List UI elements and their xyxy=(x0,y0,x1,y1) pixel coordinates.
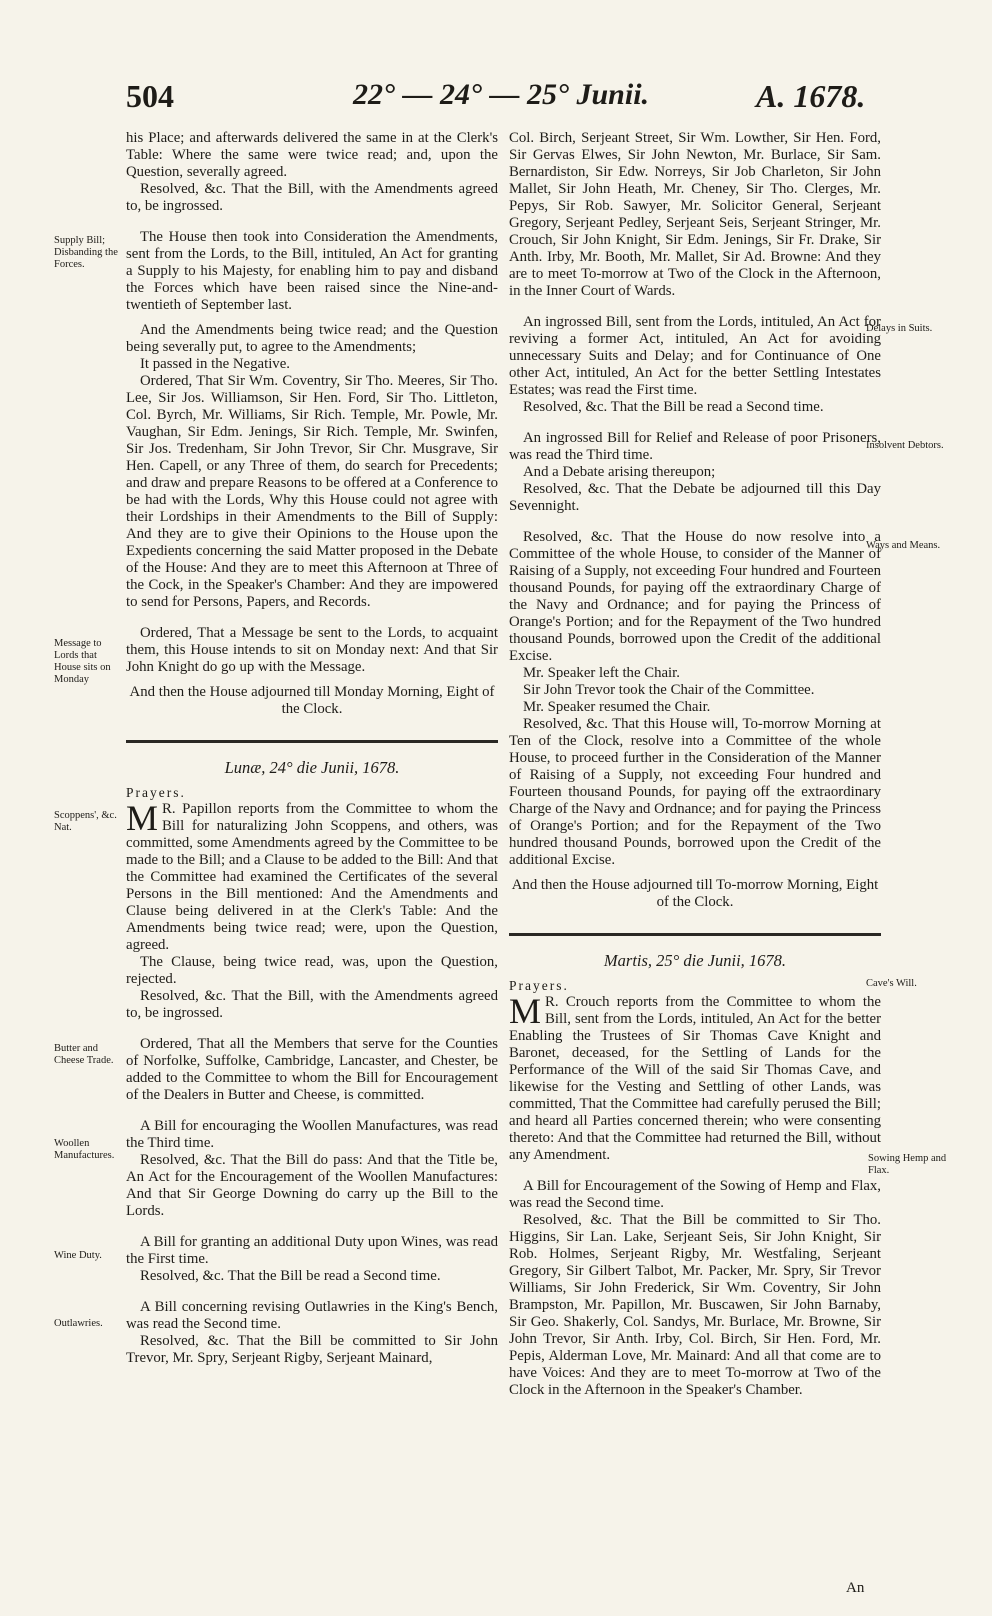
paragraph: Ordered, That a Message be sent to the Lords, to acquaint them, this House intends to sit on Monday next: And that Sir John Knight do go up with the Message. xyxy=(126,625,498,675)
left-column xyxy=(126,130,498,1367)
margin-note-hemp-flax: Sowing Hemp and Flax. xyxy=(868,1153,947,1176)
page-number: 504 xyxy=(126,78,174,114)
section-rule xyxy=(509,933,881,936)
margin-note-caves-will: Cave's Will. xyxy=(866,978,917,989)
right-column xyxy=(509,130,881,1399)
adjournment: And then the House adjourned till To-morrow Morning, Eight of the Clock. xyxy=(511,877,879,910)
paragraph: An ingrossed Bill for Relief and Release of poor Prisoners, was read the Third time. xyxy=(509,430,881,463)
prayers-heading: Prayers. xyxy=(509,978,569,993)
paragraph: A Bill concerning revising Outlawries in the King's Bench, was read the Second time. xyxy=(126,1299,498,1332)
paragraph: A Bill for Encouragement of the Sowing of Hemp and Flax, was read the Second time. xyxy=(509,1178,881,1211)
paragraph: The Clause, being twice read, was, upon the Question, rejected. xyxy=(126,954,498,987)
paragraph: Mr. Speaker left the Chair. xyxy=(523,665,680,681)
running-head-dates: 22° — 24° — 25° Junii. xyxy=(353,78,650,111)
paragraph: An ingrossed Bill, sent from the Lords, intituled, An Act for reviving a former Act, intituled, An Act for avoiding unnecessary Suits and Delay; and for Continuance of One other Act, intituled, An Act for the better Settling Intestates Estates; was read the First time. xyxy=(509,314,881,398)
paragraph: A Bill for encouraging the Woollen Manufactures, was read the Third time. xyxy=(126,1118,498,1151)
paragraph: Mr. Speaker resumed the Chair. xyxy=(523,699,711,715)
paragraph: R. Papillon reports from the Committee to whom the Bill for naturalizing John Scoppens, and others, was committed, some Amendments agreed by the Committee to be made to the Bill; and a Clause to be added to the Bill: And that the Committee had examined the Certificates of the several Persons in the Bill mentioned: And the Amendments and Clause being delivered in at the Clerk's Table: And the Amendments being twice read; were, upon the Question, agreed. xyxy=(126,801,498,953)
paragraph: Resolved, &c. That the Bill, with the Amendments agreed to, be ingrossed. xyxy=(126,988,498,1021)
paragraph: A Bill for granting an additional Duty upon Wines, was read the First time. xyxy=(126,1234,498,1267)
day-heading: Lunæ, 24° die Junii, 1678. xyxy=(224,758,400,777)
paragraph: Resolved, &c. That the Bill do pass: And that the Title be, An Act for the Encouragement of the Woollen Manufactures: And that Sir George Downing do carry up the Bill to the Lords. xyxy=(126,1152,498,1219)
day-heading: Martis, 25° die Junii, 1678. xyxy=(603,951,787,970)
paragraph: And a Debate arising thereupon; xyxy=(523,464,716,480)
adjournment: And then the House adjourned till Monday Morning, Eight of the Clock. xyxy=(129,684,495,717)
paragraph: Resolved, &c. That the Bill be committed to Sir Tho. Higgins, Sir Lan. Lake, Serjeant Seis, Sir John Knight, Sir Rob. Holmes, Serjeant Rigby, Mr. Westfaling, Serjeant Gregory, Sir Gilbert Talbot, Mr. Packer, Mr. Spry, Sir Trevor Williams, Sir John Frederick, Sir Wm. Coventry, Sir John Brampston, Mr. Papillon, Mr. Buscawen, Sir John Barnaby, Sir Geo. Shakerly, Col. Sandys, Mr. Burlace, Mr. Browne, Sir John Trevor, Sir Anth. Irby, Col. Birch, Sir Hen. Ford, Mr. Pepis, Alderman Love, Mr. Mainard: And all that come are to have Voices: And they are to meet To-morrow at Two of the Clock in the Afternoon in the Speaker's Chamber. xyxy=(509,1212,881,1398)
paragraph: Resolved, &c. That the Bill be read a Second time. xyxy=(523,399,824,415)
margin-note-wine-duty: Wine Duty. xyxy=(54,1250,102,1261)
margin-note-insolvent: Insolvent Debtors. xyxy=(866,440,944,451)
paragraph: R. Crouch reports from the Committee to whom the Bill, sent from the Lords, intituled, An Act for the better Enabling the Trustees of Sir Thomas Cave Knight and Baronet, deceased, for the Settling of Lands for the Performance of the Will of the said Sir Thomas Cave, and likewise for the Vesting and Settling of other Lands, was committed, That the Committee had carefully perused the Bill; and heard all Parties concerned therein; who were consenting thereto: And that the Committee had returned the Bill, without any Amendment. xyxy=(509,994,881,1163)
margin-note-butter-cheese: Butter and Cheese Trade. xyxy=(54,1043,114,1066)
drop-cap: M xyxy=(126,798,159,838)
running-head-year: A. 1678. xyxy=(756,78,866,114)
paragraph: Resolved, &c. That the House do now resolve into a Committee of the whole House, to consider of the Manner of Raising of a Supply, not exceeding Four hundred and Fourteen thousand Pounds, for paying off the extraordinary Charge of the Navy and Ordnance; and for paying the Princess of Orange's Portion; and for the Repayment of the Two hundred thousand Pounds, borrowed upon the Credit of the additional Excise. xyxy=(509,529,881,664)
paragraph: Col. Birch, Serjeant Street, Sir Wm. Lowther, Sir Hen. Ford, Sir Gervas Elwes, Sir John Newton, Mr. Burlace, Sir Sam. Bernardiston, Sir Edw. Norreys, Sir Job Charleton, Sir John Mallet, Sir John Heath, Mr. Cheney, Sir Tho. Clerges, Mr. Pepys, Sir Rob. Sawyer, Mr. Solicitor General, Serjeant Gregory, Serjeant Pedley, Serjeant Seis, Serjeant Stringer, Mr. Crouch, Sir John Knight, Sir Edm. Jenings, Sir Fr. Drake, Sir Anth. Irby, Mr. Booth, Mr. Mallet, Sir Ad. Browne: And they are to meet To-morrow at Two of the Clock in the Afternoon, in the Inner Court of Wards. xyxy=(509,130,881,299)
paragraph: The House then took into Consideration the Amendments, sent from the Lords, to the Bill, intituled, An Act for granting a Supply to his Majesty, for enabling him to pay and disband the Forces which have been raised since the Nine-and-twentieth of September last. xyxy=(126,229,498,313)
margin-note-ways-means: Ways and Means. xyxy=(866,540,941,551)
paragraph: Sir John Trevor took the Chair of the Committee. xyxy=(523,682,815,698)
drop-cap: M xyxy=(509,991,542,1031)
catchword: An xyxy=(846,1580,865,1596)
paragraph: Resolved, &c. That the Debate be adjourned till this Day Sevennight. xyxy=(509,481,881,514)
paragraph: Resolved, &c. That this House will, To-morrow Morning at Ten of the Clock, resolve into a Committee of the whole House, to proceed further in the Consideration of the Manner of Raising of a Supply, not exceeding Four hundred and Fourteen thousand Pounds, for paying off the extraordinary Charge of the Navy and Ordnance; and for paying the Princess of Orange's Portion; and for the Repayment of the Two hundred thousand Pounds, borrowed upon the Credit of the additional Excise. xyxy=(509,716,881,868)
margin-note-delays: Delays in Suits. xyxy=(866,323,933,334)
section-rule xyxy=(126,740,498,743)
paragraph: Ordered, That all the Members that serve for the Counties of Norfolke, Suffolke, Cambridge, Lancaster, and Chester, be added to the Committee to whom the Bill for Encouragement of the Dealers in Butter and Cheese, is committed. xyxy=(126,1036,498,1103)
paragraph: Resolved, &c. That the Bill be read a Second time. xyxy=(140,1268,441,1284)
paragraph: It passed in the Negative. xyxy=(140,356,290,372)
margin-note-supply-bill: Supply Bill; Disbanding the Forces. xyxy=(54,235,118,270)
margin-note-outlawries: Outlawries. xyxy=(54,1318,103,1329)
paragraph: Resolved, &c. That the Bill be committed to Sir John Trevor, Mr. Spry, Serjeant Rigby, Serjeant Mainard, xyxy=(126,1333,498,1366)
paragraph: And the Amendments being twice read; and the Question being severally put, to agree to the Amendments; xyxy=(126,322,498,355)
margin-note-woollen: Woollen Manufactures. xyxy=(54,1138,115,1161)
margin-note-message: Message to Lords that House sits on Monday xyxy=(54,638,111,685)
paragraph: Resolved, &c. That the Bill, with the Amendments agreed to, be ingrossed. xyxy=(126,181,498,214)
margin-note-scoppens: Scoppens', &c. Nat. xyxy=(54,810,117,833)
paragraph: his Place; and afterwards delivered the same in at the Clerk's Table: Where the same were twice read; and, upon the Question, severally agreed. xyxy=(126,130,498,180)
paragraph: Ordered, That Sir Wm. Coventry, Sir Tho. Meeres, Sir Tho. Lee, Sir Jos. Williamson, Sir Hen. Ford, Sir Tho. Littleton, Col. Byrch, Mr. Williams, Sir Rich. Temple, Mr. Powle, Mr. Vaughan, Sir Edm. Jenings, Sir Rich. Temple, Mr. Swinfen, Sir Jos. Tredenham, Sir John Trevor, Sir Chr. Musgrave, Sir Hen. Capell, or any Three of them, do search for Precedents; and draw and prepare Reasons to be offered at a Conference to be had with the Lords, Why this House could not agree with their Lordships in their Amendments to the Bill of Supply: And they are to give their Opinions to the House upon the Expedients concerning the said Matter proposed in the Debate of the House: And they are to meet this Afternoon at Three of the Cock, in the Speaker's Chamber: And they are impowered to send for Persons, Papers, and Records. xyxy=(126,373,498,610)
prayers-heading: Prayers. xyxy=(126,785,186,800)
